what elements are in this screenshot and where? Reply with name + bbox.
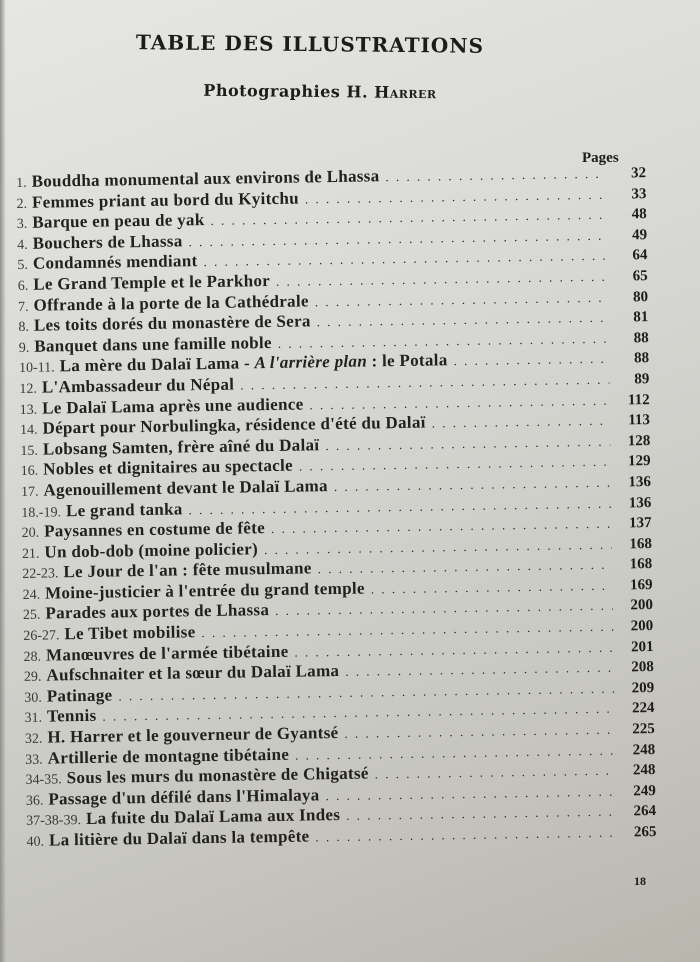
entry-page-number: 265 (633, 824, 657, 841)
entry-number: 32. (24, 731, 43, 747)
page-subtitle (0, 79, 640, 105)
entry-label-suffix: : le Potala (366, 350, 448, 371)
entry-label-text: Bouchers de Lhassa (32, 231, 183, 253)
entry-label-text: Moine-justicier à l'entrée du grand temple (44, 578, 365, 603)
entry-label-text: Nobles et dignitaires au spectacle (43, 456, 294, 479)
entry-label-text: Lobsang Samten, frère aîné du Dalaï (42, 434, 320, 459)
entry-number: 3. (16, 217, 28, 233)
entry-page-number: 169 (629, 576, 653, 594)
entry-number: 20. (21, 525, 40, 542)
entry-label-text: Le Tibet mobilise (64, 622, 196, 644)
entry-label-text: Les toits dorés du monastère de Sera (33, 311, 311, 335)
subtitle-author: Harrer (374, 82, 437, 103)
entry-label-text: Le grand tanka (65, 498, 183, 520)
entry-label-text: Le Grand Temple et le Parkhor (33, 270, 271, 294)
entry-page-number: 137 (628, 515, 652, 532)
entry-number: 15. (20, 443, 39, 459)
entry-number: 17. (20, 484, 39, 500)
entry-label-text: Passage d'un défilé dans l'Himalaya (48, 785, 320, 809)
entry-label (32, 188, 299, 212)
entry-label-text: Banquet dans une famille noble (34, 332, 272, 356)
entry-label-text: Paysannes en costume de fête (43, 518, 266, 541)
entry-page-number: 88 (633, 329, 649, 347)
entry-label-text: La litière du Dalaï dans la tempête (48, 826, 310, 850)
entry-page-number: 208 (631, 659, 654, 676)
entry-number: 30. (24, 690, 42, 706)
entry-label-text: Artillerie de montagne tibétaine (47, 744, 290, 768)
entry-label-text: Agenouillement devant le Dalaï Lama (43, 476, 329, 500)
entry-number: 40. (26, 834, 45, 850)
entry-page-number: 49 (631, 226, 648, 244)
illustrations-list (16, 162, 657, 851)
entry-number: 9. (18, 340, 30, 356)
entry-page-number: 113 (628, 412, 651, 429)
entry-page-number: 89 (634, 371, 650, 388)
entry-label-text: Le Dalaï Lama après une audience (42, 394, 304, 418)
entry-number: 12. (19, 381, 38, 397)
entry-label-text: Un dob-dob (moine policier) (44, 538, 259, 562)
entry-label-text: La mère du Dalaï Lama - (59, 353, 255, 376)
subtitle-prefix: Photographies H. (203, 80, 369, 102)
page-title: TABLE DES ILLUSTRATIONS (135, 30, 485, 58)
entry-page-number: 209 (631, 679, 655, 697)
page-gutter-shadow (0, 0, 6, 962)
entry-number: 16. (20, 464, 39, 480)
entry-label (47, 706, 97, 727)
entry-page-number: 225 (632, 721, 655, 738)
entry-label-text: Offrande à la porte de la Cathédrale (33, 290, 309, 315)
entry-page-number: 200 (630, 618, 654, 635)
entry-label-text: La fuite du Dalaï Lama aux Indes (85, 805, 341, 829)
page-number: 18 (634, 874, 646, 888)
entry-number: 10-11. (18, 360, 55, 377)
entry-number: 31. (24, 711, 43, 727)
entry-page-number: 32 (630, 165, 647, 182)
entry-number: 8. (18, 319, 30, 336)
entry-page-number: 168 (629, 535, 653, 553)
entry-label (47, 685, 113, 706)
entry-page-number: 64 (632, 247, 648, 264)
entry-page-number: 248 (632, 741, 656, 759)
entry-number: 18.-19. (21, 504, 62, 521)
entry-number: 22-23. (22, 566, 59, 583)
entry-label-text: H. Harrer et le gouverneur de Gyantsé (47, 723, 339, 747)
entry-page-number: 88 (633, 350, 650, 367)
entry-number: 13. (19, 402, 38, 418)
entry-page-number: 200 (630, 597, 654, 614)
entry-label (44, 539, 258, 562)
entry-page-number: 129 (628, 453, 651, 470)
entry-label (32, 210, 205, 233)
entry-page-number: 136 (628, 494, 652, 511)
entry-label-text: Aufschnaiter et la sœur du Dalaï Lama (46, 661, 340, 685)
entry-label-text: Le Jour de l'an : fête musulmane (63, 558, 312, 582)
dot-leader (432, 411, 611, 434)
entry-number: 26-27. (23, 628, 60, 645)
entry-label-text: Femmes priant au bord du Kyitchu (31, 188, 300, 212)
entry-label-text: Parades aux portes de Lhassa (45, 600, 270, 624)
entry-number: 2. (16, 196, 28, 212)
entry-label-text: Patinage (46, 685, 113, 706)
entry-number: 29. (23, 669, 42, 686)
entry-label (42, 375, 235, 398)
entry-label (66, 499, 183, 521)
entry-label (44, 518, 265, 541)
entry-number: 36. (25, 793, 44, 809)
entry-number: 1. (16, 175, 27, 191)
entry-page-number: 128 (627, 432, 651, 450)
entry-number: 5. (17, 258, 29, 274)
entry-label (64, 622, 195, 644)
dot-leader (385, 164, 606, 187)
entry-label-text: Barque en peau de yak (32, 210, 205, 232)
entry-label-text: L'Ambassadeur du Népal (41, 374, 235, 397)
entry-label-text: Tennis (46, 706, 97, 727)
entry-page-number: 168 (629, 556, 653, 573)
pages-column-header: Pages (582, 150, 619, 166)
entry-label-text: Manœuvres de l'armée tibétaine (45, 641, 289, 665)
entry-label (49, 826, 310, 850)
entry-page-number: 48 (631, 206, 647, 223)
entry-page-number: 224 (631, 700, 655, 717)
dot-leader (453, 349, 609, 371)
entry-page-number: 264 (633, 803, 657, 820)
entry-number: 24. (22, 587, 41, 603)
entry-label-text: Condamnés mendiant (32, 251, 198, 274)
entry-number: 33. (25, 752, 43, 768)
entry-page-number: 33 (631, 185, 647, 202)
entry-page-number: 201 (630, 638, 654, 656)
entry-number: 6. (17, 278, 29, 294)
entry-label-text: Sous les murs du monastère de Chigatsé (66, 763, 369, 788)
entry-page-number: 81 (633, 309, 649, 326)
entry-page-number: 112 (627, 391, 650, 408)
entry-label (32, 231, 182, 253)
entry-number: 7. (18, 299, 29, 315)
entry-number: 28. (23, 649, 42, 665)
entry-number: 4. (17, 237, 28, 253)
entry-page-number: 80 (632, 288, 649, 305)
entry-label-text: Bouddha monumental aux environs de Lhassa (31, 166, 380, 191)
entry-label (45, 601, 269, 625)
entry-label-italic: A l'arrière plan (254, 351, 368, 373)
entry-page-number: 136 (628, 473, 652, 491)
entry-page-number: 248 (632, 762, 656, 779)
entry-page-number: 65 (632, 268, 648, 285)
entry-label-text: Départ pour Norbulingka, résidence d'été du Dalaï (42, 412, 426, 438)
entry-number: 14. (19, 422, 38, 439)
entry-number: 21. (21, 546, 40, 562)
entry-page-number: 249 (633, 782, 656, 800)
entry-label (33, 252, 198, 275)
dot-leader (315, 823, 616, 848)
entry-number: 34-35. (25, 772, 62, 789)
entry-number: 37-38-39. (26, 813, 82, 830)
entry-number: 25. (22, 608, 41, 624)
